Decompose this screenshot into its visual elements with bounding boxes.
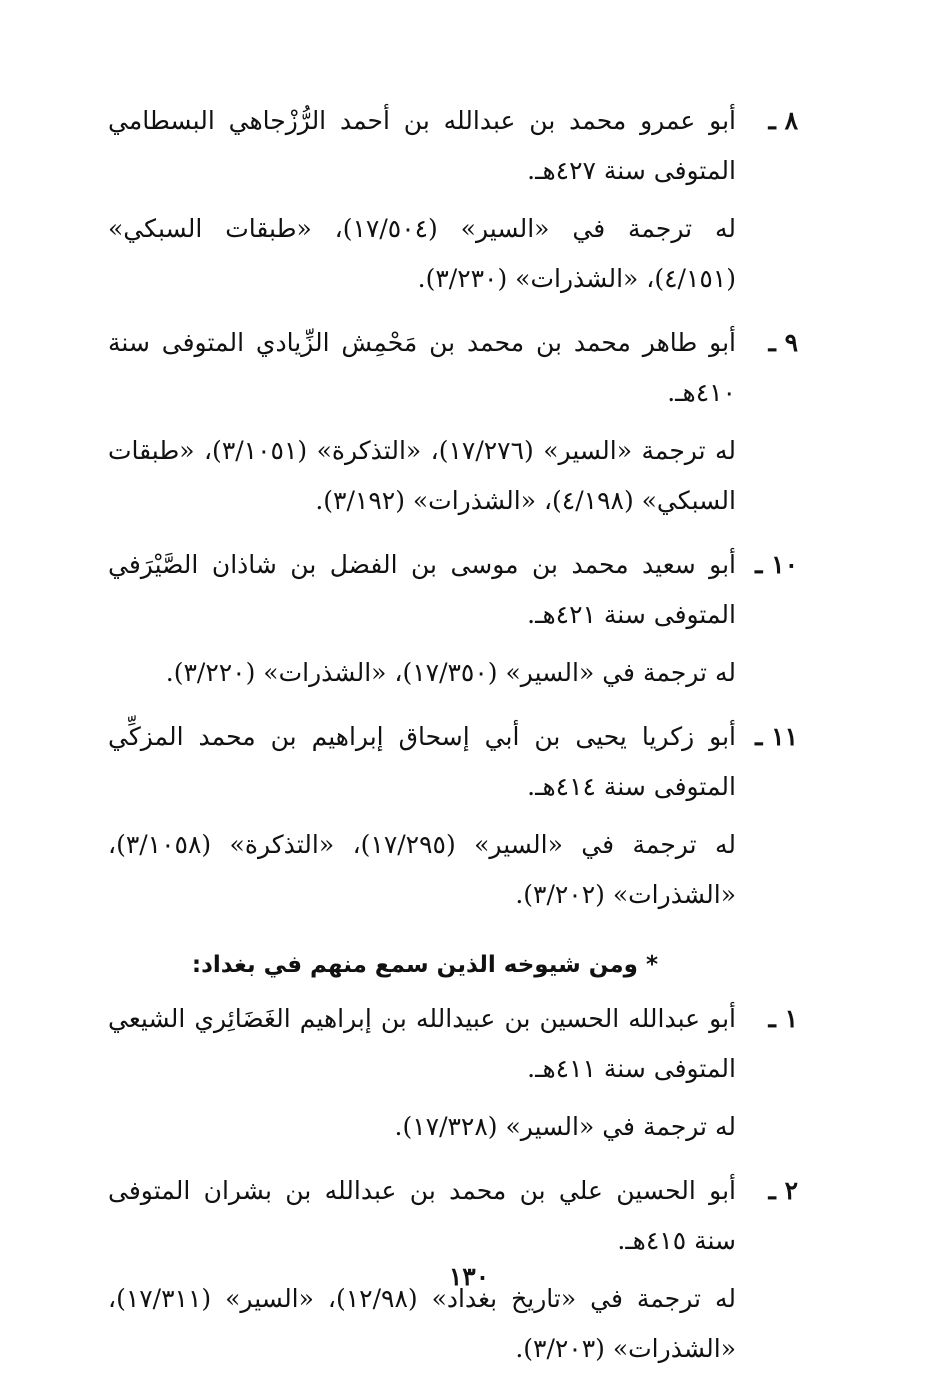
- entry-text: أبو الحسين علي بن محمد بن عبدالله بن بشران المتوفى سنة ٤١٥هـ.: [108, 1176, 736, 1255]
- entry-reference: له ترجمة في «السير» (١٧/٣٥٠)، «الشذرات» (٣/٢٢٠).: [165, 658, 736, 687]
- entry-head: [108, 1166, 798, 1266]
- entry-number: ١١ ـ: [755, 722, 798, 751]
- entry-number: ٩ ـ: [768, 328, 798, 357]
- entry-reference: له ترجمة في «السير» (١٧/٣٢٨).: [394, 1112, 736, 1141]
- biography-entry-9: [108, 318, 798, 526]
- entry-head: [108, 96, 798, 196]
- section-heading: * ومن شيوخه الذين سمع منهم في بغداد:: [191, 952, 658, 978]
- entry-head: [108, 712, 798, 812]
- entry-number: ٢ ـ: [768, 1176, 798, 1205]
- entry-text: أبو عبدالله الحسين بن عبيدالله بن إبراهيم الغَضَائِري الشيعي المتوفى سنة ٤١١هـ.: [108, 1004, 736, 1083]
- entry-reference: له ترجمة «السير» (١٧/٢٧٦)، «التذكرة» (٣/١٠٥١)، «طبقات السبكي» (٤/١٩٨)، «الشذرات» (٣/١٩٢).: [108, 436, 736, 515]
- biography-entry-baghdad-1: [108, 994, 798, 1152]
- entry-number: ٨ ـ: [768, 106, 798, 135]
- entry-head: [108, 318, 798, 418]
- biography-entry-8: [108, 96, 798, 304]
- biography-entry-10: [108, 540, 798, 698]
- entry-text: أبو طاهر محمد بن محمد بن مَحْمِش الزِّيادي المتوفى سنة ٤١٠هـ.: [108, 328, 736, 407]
- page-body: [108, 96, 798, 1388]
- entry-text: أبو سعيد محمد بن موسى بن الفضل بن شاذان الصَّيْرَفي المتوفى سنة ٤٢١هـ.: [108, 550, 736, 629]
- entry-head: [108, 540, 798, 640]
- entry-head: [108, 994, 798, 1094]
- entry-number: ١٠ ـ: [755, 550, 798, 579]
- entry-text: أبو زكريا يحيى بن أبي إسحاق إبراهيم بن محمد المزكِّي المتوفى سنة ٤١٤هـ.: [108, 722, 736, 801]
- biography-entry-11: [108, 712, 798, 920]
- entry-reference: له ترجمة في «السير» (١٧/٥٠٤)، «طبقات السبكي» (٤/١٥١)، «الشذرات» (٣/٢٣٠).: [108, 214, 736, 293]
- entry-text: أبو عمرو محمد بن عبدالله بن أحمد الرُّزْجاهي البسطامي المتوفى سنة ٤٢٧هـ.: [108, 106, 736, 185]
- entry-number: ١ ـ: [768, 1004, 798, 1033]
- page-number: ١٣٠: [448, 1262, 490, 1291]
- entry-reference: له ترجمة في «السير» (١٧/٢٩٥)، «التذكرة» (٣/١٠٥٨)، «الشذرات» (٣/٢٠٢).: [108, 830, 736, 909]
- entry-reference: له ترجمة في «تاريخ بغداد» (١٢/٩٨)، «السير» (١٧/٣١١)، «الشذرات» (٣/٢٠٣).: [108, 1284, 736, 1363]
